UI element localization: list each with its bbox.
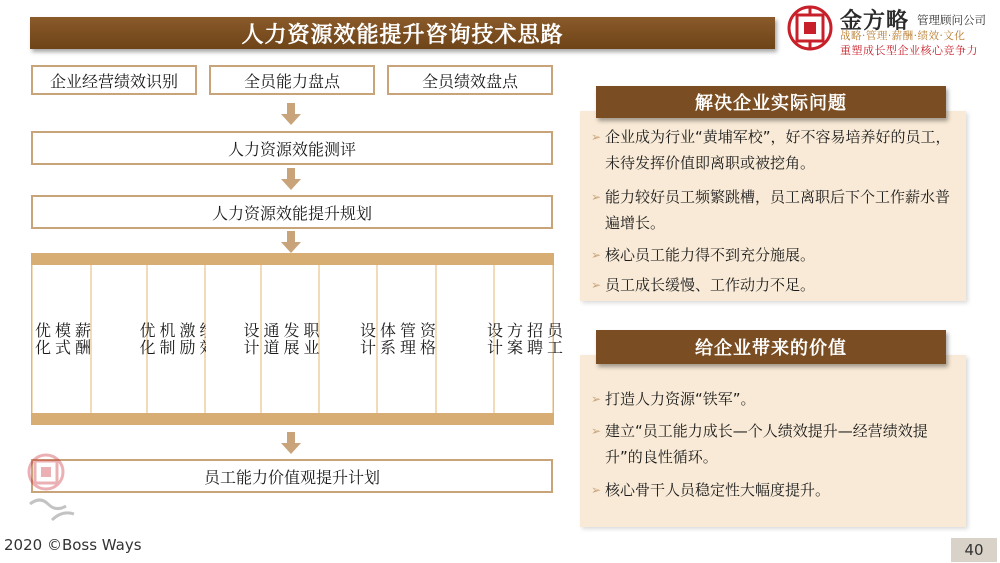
value-item: ➢ 打造人力资源“铁军”。: [605, 386, 961, 412]
module-column-qualification: [357, 265, 437, 413]
bullet-arrow-icon: ➢: [591, 248, 602, 262]
footer-copyright: 2020 ©Boss Ways: [4, 536, 142, 554]
problem-item: ➢ 企业成为行业“黄埔军校”，好不容易培养好的员工，未待发挥价值即离职或被挖角。: [605, 124, 961, 176]
bullet-arrow-icon: ➢: [591, 392, 602, 406]
down-arrow-icon: [280, 432, 302, 454]
title-bar: [30, 17, 775, 49]
flow-box-capability-inventory: 全员能力盘点: [209, 65, 375, 95]
module-column-compensation: [33, 265, 90, 413]
value-item: ➢ 核心骨干人员稳定性大幅度提升。: [605, 477, 961, 503]
down-arrow-icon: [280, 103, 302, 125]
module-column-incentive: [137, 265, 204, 413]
problem-item: ➢ 员工成长缓慢、工作动力不足。: [605, 272, 961, 298]
flow-box-efficiency-planning: 人力资源效能提升规划: [31, 195, 553, 229]
flow-box-efficiency-assessment: 人力资源效能测评: [31, 131, 553, 165]
module-band-bottom: [31, 413, 554, 425]
bullet-arrow-icon: ➢: [591, 278, 602, 292]
module-label: 资格 管理 体系 设计: [357, 322, 437, 356]
module-label: 薪酬 模式 优化: [32, 322, 92, 356]
logo-name: 金方略: [840, 8, 910, 34]
value-heading: 给企业带来的价值: [596, 330, 946, 364]
bullet-arrow-icon: ➢: [591, 190, 602, 204]
down-arrow-icon: [280, 231, 302, 253]
module-label: 激励 机制 优化: [137, 322, 196, 356]
module-label: 职业 发展 通道 设计: [241, 322, 320, 356]
flow-box-business-performance: 企业经营绩效识别: [31, 65, 197, 95]
flow-box-value-plan: 员工能力价值观提升计划: [31, 459, 553, 493]
module-column-career-path: [241, 265, 320, 413]
logo-tagline-company: 管理顾问公司: [917, 13, 986, 27]
problem-item: ➢ 能力较好员工频繁跳槽，员工离职后下个工作薪水普遍增长。: [605, 184, 961, 236]
bullet-arrow-icon: ➢: [591, 483, 602, 497]
problems-heading: 解决企业实际问题: [596, 86, 946, 118]
problem-item: ➢ 核心员工能力得不到充分施展。: [605, 242, 961, 268]
down-arrow-icon: [280, 168, 302, 190]
page-number: 40: [951, 538, 997, 562]
logo-tagline-services: 战略·管理·薪酬·绩效·文化: [840, 30, 966, 42]
bullet-arrow-icon: ➢: [591, 424, 602, 438]
page-title: 人力资源效能提升咨询技术思路: [241, 22, 564, 48]
module-label: 员工 招聘 方案 设计: [484, 322, 564, 356]
logo-tagline-slogan: 重塑成长型企业核心竞争力: [840, 44, 978, 57]
flow-box-performance-inventory: 全员绩效盘点: [387, 65, 553, 95]
watermark-logo-icon: [22, 452, 90, 526]
company-logo-icon: [787, 5, 833, 51]
module-column-recruitment: [484, 265, 564, 413]
bullet-arrow-icon: ➢: [591, 130, 602, 144]
value-item: ➢ 建立“员工能力成长—个人绩效提升—经营绩效提升”的良性循环。: [605, 418, 961, 470]
module-band-top: [31, 253, 554, 265]
